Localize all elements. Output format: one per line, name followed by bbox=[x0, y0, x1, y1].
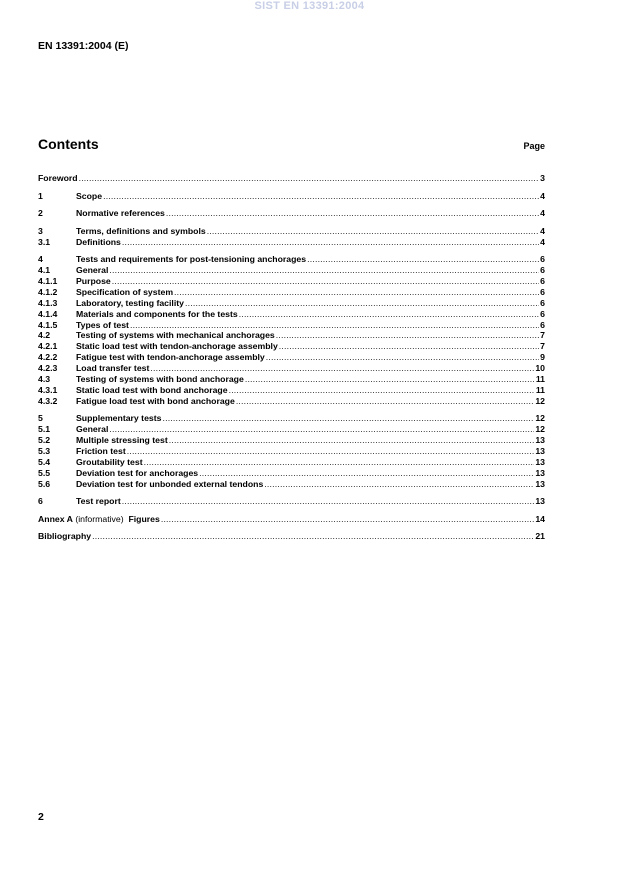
toc-leader-dots bbox=[166, 208, 539, 219]
toc-entry-page: 13 bbox=[535, 496, 545, 507]
toc-entry-page: 12 bbox=[535, 395, 545, 406]
toc-entry-title: Friction test bbox=[76, 446, 126, 457]
toc-leader-dots bbox=[169, 435, 535, 446]
toc-entry-title: Testing of systems with bond anchorage bbox=[76, 374, 244, 384]
toc-entry-page: 13 bbox=[535, 467, 545, 478]
toc-entry-note: (informative) bbox=[72, 513, 129, 524]
toc-entry[interactable] bbox=[38, 287, 545, 298]
toc-entry-number: 5.4 bbox=[38, 456, 51, 467]
toc-entry-page: 7 bbox=[540, 341, 545, 352]
toc-leader-dots bbox=[109, 265, 539, 276]
toc-entry-number: 4.3.2 bbox=[38, 395, 58, 406]
table-of-contents bbox=[38, 173, 545, 542]
toc-entry-page: 4 bbox=[540, 208, 545, 219]
toc-entry-number: 4.1.2 bbox=[38, 286, 58, 297]
toc-entry-page: 6 bbox=[540, 286, 545, 297]
toc-entry-number: 6 bbox=[38, 496, 43, 507]
toc-entry[interactable] bbox=[38, 531, 545, 542]
toc-entry-page: 13 bbox=[535, 446, 545, 457]
toc-leader-dots bbox=[307, 254, 539, 265]
toc-leader-dots bbox=[112, 276, 539, 287]
toc-entry-title: Materials and components for the tests bbox=[76, 308, 238, 319]
toc-entry-title: Terms, definitions and symbols bbox=[76, 225, 206, 236]
toc-leader-dots bbox=[130, 320, 539, 331]
toc-leader-dots bbox=[122, 237, 539, 248]
toc-entry-number: 5.2 bbox=[38, 435, 51, 446]
toc-leader-dots bbox=[103, 191, 539, 202]
toc-entry-page: 4 bbox=[540, 190, 545, 201]
toc-entry[interactable] bbox=[38, 320, 545, 331]
document-id: EN 13391:2004 (E) bbox=[38, 40, 129, 52]
toc-entry-page: 6 bbox=[540, 308, 545, 319]
toc-entry[interactable] bbox=[38, 514, 545, 525]
toc-entry-number: 5.3 bbox=[38, 446, 51, 457]
toc-entry[interactable] bbox=[38, 479, 545, 490]
toc-entry-title: Multiple stressing test bbox=[76, 435, 168, 446]
toc-leader-dots bbox=[276, 330, 539, 341]
toc-leader-dots bbox=[144, 457, 535, 468]
toc-entry-title: Normative references bbox=[76, 208, 165, 219]
toc-entry-page: 12 bbox=[535, 413, 545, 424]
toc-leader-dots bbox=[185, 298, 539, 309]
toc-entry-title: Static load test with bond anchorage bbox=[76, 384, 228, 395]
page-column-label: Page bbox=[523, 141, 545, 151]
toc-entry[interactable] bbox=[38, 191, 545, 202]
toc-leader-dots bbox=[207, 226, 539, 237]
toc-entry[interactable] bbox=[38, 173, 545, 184]
toc-entry[interactable] bbox=[38, 424, 545, 435]
toc-entry-page: 7 bbox=[540, 330, 545, 341]
toc-entry-title: Testing of systems with mechanical anchorages bbox=[76, 330, 275, 341]
toc-entry-title: General bbox=[76, 265, 109, 276]
toc-entry[interactable] bbox=[38, 374, 545, 385]
toc-entry[interactable] bbox=[38, 237, 545, 248]
toc-entry-title: Scope bbox=[76, 190, 103, 201]
toc-entry-page: 14 bbox=[535, 513, 545, 524]
toc-entry-page: 6 bbox=[540, 297, 545, 308]
toc-entry-number: 1 bbox=[38, 190, 43, 201]
toc-leader-dots bbox=[79, 173, 540, 184]
toc-entry-page: 13 bbox=[535, 435, 545, 446]
toc-entry-title: Bibliography bbox=[38, 531, 92, 542]
toc-entry-number: 4.2.1 bbox=[38, 341, 58, 352]
toc-entry[interactable] bbox=[38, 446, 545, 457]
toc-entry[interactable] bbox=[38, 330, 545, 341]
toc-entry-number: 4.1.1 bbox=[38, 275, 58, 286]
toc-leader-dots bbox=[245, 374, 535, 385]
toc-entry-title: Laboratory, testing facility bbox=[76, 297, 184, 308]
toc-entry-title: Fatigue load test with bond anchorage bbox=[76, 395, 235, 406]
toc-entry-page: 6 bbox=[540, 265, 545, 276]
toc-entry-page: 10 bbox=[535, 363, 545, 374]
toc-leader-dots bbox=[266, 352, 539, 363]
toc-entry-page: 13 bbox=[535, 478, 545, 489]
toc-leader-dots bbox=[127, 446, 535, 457]
toc-entry-number: 4.1 bbox=[38, 265, 51, 276]
toc-entry-page: 6 bbox=[540, 275, 545, 286]
toc-entry-number: 4.3 bbox=[38, 374, 51, 384]
page-number: 2 bbox=[38, 811, 44, 823]
toc-entry[interactable] bbox=[38, 396, 545, 407]
toc-entry-number: 2 bbox=[38, 208, 43, 219]
toc-entry-title: Types of test bbox=[76, 319, 129, 330]
toc-entry[interactable] bbox=[38, 457, 545, 468]
toc-entry-number: 4.2.3 bbox=[38, 363, 58, 374]
toc-entry-title: Specification of system bbox=[76, 286, 174, 297]
toc-entry-number: 5.5 bbox=[38, 467, 51, 478]
toc-entry[interactable] bbox=[38, 385, 545, 396]
toc-entry-title: Static load test with tendon-anchorage assembly bbox=[76, 341, 278, 352]
toc-entry-page: 4 bbox=[540, 236, 545, 247]
toc-entry-number: 4.1.5 bbox=[38, 319, 58, 330]
toc-entry[interactable] bbox=[38, 468, 545, 479]
toc-entry-title: Definitions bbox=[76, 236, 121, 247]
toc-entry[interactable] bbox=[38, 496, 545, 507]
toc-entry-page: 6 bbox=[540, 254, 545, 265]
toc-entry[interactable] bbox=[38, 254, 545, 265]
toc-leader-dots bbox=[150, 363, 534, 374]
toc-entry-page: 13 bbox=[535, 456, 545, 467]
toc-entry-title: Deviation test for unbonded external tendons bbox=[76, 478, 264, 489]
toc-entry-page: 21 bbox=[535, 531, 545, 542]
toc-leader-dots bbox=[229, 385, 535, 396]
toc-entry[interactable] bbox=[38, 341, 545, 352]
toc-entry[interactable] bbox=[38, 226, 545, 237]
toc-entry-page: 12 bbox=[535, 424, 545, 435]
toc-entry-page: 11 bbox=[535, 374, 545, 384]
toc-entry-title: Deviation test for anchorages bbox=[76, 467, 199, 478]
toc-leader-dots bbox=[264, 479, 534, 490]
toc-entry[interactable] bbox=[38, 435, 545, 446]
toc-entry-title: Foreword bbox=[38, 173, 78, 183]
toc-leader-dots bbox=[236, 396, 535, 407]
watermark: SIST EN 13391:2004 bbox=[254, 0, 365, 12]
toc-entry-number: 3.1 bbox=[38, 236, 51, 247]
toc-entry-title: Load transfer test bbox=[76, 363, 150, 374]
toc-leader-dots bbox=[162, 413, 534, 424]
toc-entry-number: 5 bbox=[38, 413, 43, 424]
toc-leader-dots bbox=[161, 514, 535, 525]
toc-entry-number: 4.2 bbox=[38, 330, 51, 341]
toc-entry[interactable] bbox=[38, 413, 545, 424]
toc-entry-title: Groutability test bbox=[76, 456, 143, 467]
toc-entry-page: 6 bbox=[540, 319, 545, 330]
toc-leader-dots bbox=[199, 468, 534, 479]
toc-entry[interactable] bbox=[38, 276, 545, 287]
toc-entry-title: Annex A (informative) Figures bbox=[38, 513, 160, 524]
toc-entry[interactable] bbox=[38, 208, 545, 219]
toc-entry-number: 5.1 bbox=[38, 424, 51, 435]
toc-leader-dots bbox=[92, 531, 534, 542]
toc-entry-title: Test report bbox=[76, 496, 121, 507]
toc-entry-number: 4.1.3 bbox=[38, 297, 58, 308]
toc-entry-title: Fatigue test with tendon-anchorage assembly bbox=[76, 352, 265, 363]
toc-leader-dots bbox=[239, 309, 539, 320]
page-title: Contents bbox=[38, 136, 99, 152]
toc-entry[interactable] bbox=[38, 352, 545, 363]
toc-entry[interactable] bbox=[38, 265, 545, 276]
toc-entry-page: 11 bbox=[535, 384, 545, 395]
toc-entry-title: General bbox=[76, 424, 109, 435]
toc-entry-number: 4.2.2 bbox=[38, 352, 58, 363]
toc-entry-number: 4.3.1 bbox=[38, 384, 58, 395]
toc-leader-dots bbox=[109, 424, 534, 435]
toc-entry[interactable] bbox=[38, 363, 545, 374]
toc-leader-dots bbox=[279, 341, 539, 352]
toc-entry[interactable] bbox=[38, 298, 545, 309]
toc-entry-number: 3 bbox=[38, 225, 43, 236]
toc-entry-page: 3 bbox=[540, 173, 545, 183]
toc-entry-title: Purpose bbox=[76, 275, 111, 286]
toc-entry-number: 4 bbox=[38, 254, 43, 265]
toc-entry-title: Tests and requirements for post-tensioning anchorages bbox=[76, 254, 307, 265]
toc-entry-title: Supplementary tests bbox=[76, 413, 162, 424]
toc-leader-dots bbox=[122, 496, 535, 507]
toc-entry-number: 5.6 bbox=[38, 478, 51, 489]
toc-entry-page: 9 bbox=[540, 352, 545, 363]
toc-leader-dots bbox=[174, 287, 539, 298]
toc-entry[interactable] bbox=[38, 309, 545, 320]
toc-entry-page: 4 bbox=[540, 225, 545, 236]
toc-entry-number: 4.1.4 bbox=[38, 308, 58, 319]
